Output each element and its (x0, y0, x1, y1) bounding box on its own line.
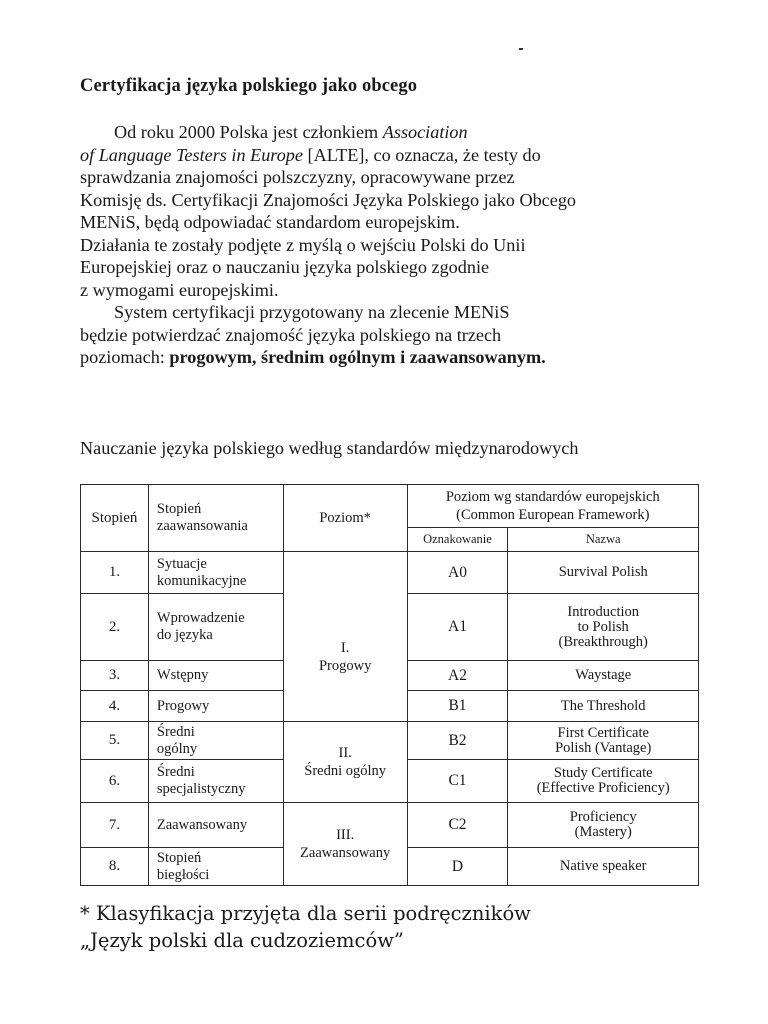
header-oznakowanie: Oznakowanie (407, 528, 508, 552)
text-line: MENiS, będą odpowiadać standardom europejskim. (80, 212, 460, 232)
row-stage: Sytuacje komunikacyjne (148, 552, 283, 594)
footnote (80, 900, 531, 954)
row-stage: Średni ogólny (148, 722, 283, 760)
row-number: 5. (81, 722, 149, 760)
row-number: 7. (81, 803, 149, 848)
row-code: D (407, 848, 508, 886)
row-name: First Certificate Polish (Vantage) (508, 722, 699, 760)
table-row (81, 803, 699, 848)
text-line: of Language Testers in Europe [ALTE], co oznacza, że testy do (80, 144, 541, 165)
text-line: Komisję ds. Certyfikacji Znajomości Języka Polskiego jako Obcego (80, 189, 577, 210)
text-line: Działania te zostały podjęte z myślą o wejściu Polski do Unii (80, 234, 526, 255)
header-stopien: Stopień (81, 485, 149, 552)
text-line: System certyfikacji przygotowany na zlecenie MENiS (114, 302, 510, 322)
header-poziom: Poziom* (283, 485, 407, 552)
text-line: Od roku 2000 Polska jest członkiem Association (114, 122, 468, 142)
row-number: 4. (81, 691, 149, 722)
row-name: Native speaker (508, 848, 699, 886)
row-code: B1 (407, 691, 508, 722)
row-code: A0 (407, 552, 508, 594)
row-stage: Progowy (148, 691, 283, 722)
row-number: 8. (81, 848, 149, 886)
text-line: poziomach: progowym, średnim ogólnym i zaawansowanym. (80, 347, 546, 367)
header-nazwa: Nazwa (508, 528, 699, 552)
level-empty-cell (283, 552, 407, 594)
header-stopien-zaawansowania: Stopień zaawansowania (148, 485, 283, 552)
text-line: Europejskiej oraz o nauczaniu języka polskiego zgodnie (80, 257, 490, 277)
footnote-line: „Język polski dla cudzoziemców” (80, 929, 404, 952)
paragraph-alte (80, 121, 730, 301)
level-progowy: I. Progowy (283, 594, 407, 722)
row-stage: Zaawansowany (148, 803, 283, 848)
row-stage: Wprowadzenie do języka (148, 594, 283, 661)
row-name: Waystage (508, 661, 699, 691)
row-number: 6. (81, 760, 149, 803)
row-stage: Wstępny (148, 661, 283, 691)
level-zaawansowany: III. Zaawansowany (283, 803, 407, 886)
table-row (81, 722, 699, 760)
level-sredni-ogolny: II. Średni ogólny (283, 722, 407, 803)
levels-table (80, 484, 699, 886)
footnote-line: * Klasyfikacja przyjęta dla serii podręczników (80, 902, 531, 925)
row-code: C1 (407, 760, 508, 803)
row-code: A2 (407, 661, 508, 691)
text-line: będzie potwierdzać znajomość języka polskiego na trzech (80, 324, 502, 345)
text-line: sprawdzania znajomości polszczyzny, opracowywane przez (80, 167, 515, 187)
row-number: 1. (81, 552, 149, 594)
row-name: Proficiency (Mastery) (508, 803, 699, 848)
row-stage: Średni specjalistyczny (148, 760, 283, 803)
row-stage: Stopień biegłości (148, 848, 283, 886)
row-code: B2 (407, 722, 508, 760)
row-name: Introduction to Polish (Breakthrough) (508, 594, 699, 661)
row-code: C2 (407, 803, 508, 848)
row-name: Survival Polish (508, 552, 699, 594)
page-mark (519, 48, 523, 50)
paragraph-system (80, 301, 730, 369)
header-european: Poziom wg standardów europejskich (Common European Framework) (407, 485, 698, 528)
table-header-row (81, 485, 699, 528)
table-row (81, 594, 699, 661)
row-name: The Threshold (508, 691, 699, 722)
table-row (81, 552, 699, 594)
row-number: 3. (81, 661, 149, 691)
table-title: Nauczanie języka polskiego według standardów międzynarodowych (80, 438, 579, 458)
text-line: z wymogami europejskimi. (80, 279, 279, 300)
row-number: 2. (81, 594, 149, 661)
row-name: Study Certificate (Effective Proficiency) (508, 760, 699, 803)
page-title: Certyfikacja języka polskiego jako obcego (80, 76, 418, 96)
row-code: A1 (407, 594, 508, 661)
